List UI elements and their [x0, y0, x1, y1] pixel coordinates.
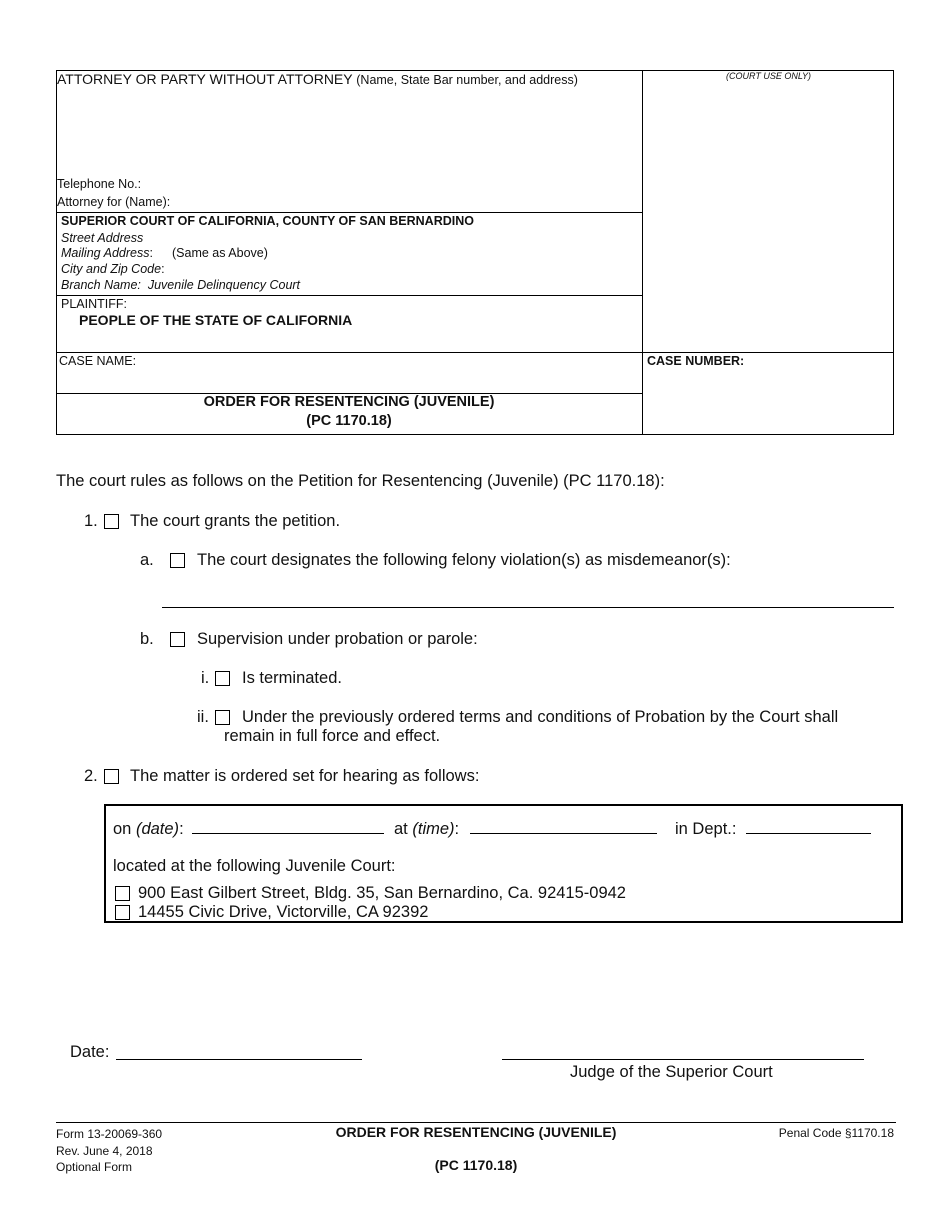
item-1bi-text: Is terminated.	[242, 669, 342, 687]
item-1bi-num: i.	[201, 669, 210, 687]
item-1b-letter: b.	[140, 630, 154, 648]
hearing-date-input-line[interactable]	[192, 833, 384, 834]
attorney-for-label: Attorney for (Name):	[57, 195, 171, 209]
footer-title-line1: ORDER FOR RESENTENCING (JUVENILE)	[335, 1124, 617, 1140]
intro-text: The court rules as follows on the Petition for Resentencing (Juvenile) (PC 1170.18):	[56, 472, 665, 490]
case-name-label: CASE NAME:	[59, 354, 137, 368]
mailing-address-value: (Same as Above)	[172, 246, 268, 260]
court-name: SUPERIOR COURT OF CALIFORNIA, COUNTY OF SAN BERNARDINO	[61, 214, 474, 228]
item-1b-text: Supervision under probation or parole:	[197, 630, 478, 648]
penal-code-ref: Penal Code §1170.18	[778, 1126, 894, 1140]
optional-form: Optional Form	[56, 1160, 133, 1174]
mailing-address-row: Mailing Address: (Same as Above)	[61, 246, 268, 260]
court-section-divider	[56, 212, 642, 213]
telephone-label: Telephone No.:	[57, 177, 142, 191]
form-revision: Rev. June 4, 2018	[56, 1143, 153, 1158]
item-2-num: 2.	[84, 767, 98, 785]
signature-date-input-line[interactable]	[116, 1059, 362, 1060]
case-number-label: CASE NUMBER:	[647, 354, 745, 368]
case-name-divider	[56, 352, 894, 353]
branch-value: Juvenile Delinquency Court	[147, 278, 301, 292]
caption-divider	[642, 70, 643, 435]
item-1bii-num: ii.	[197, 708, 209, 726]
remain-in-force-checkbox[interactable]	[215, 710, 230, 725]
located-label: located at the following Juvenile Court:	[113, 857, 396, 875]
footer-form-info	[56, 1126, 162, 1176]
attorney-note: (Name, State Bar number, and address)	[356, 73, 578, 87]
form-number: Form 13-20069-360	[56, 1127, 163, 1141]
judge-signature-line[interactable]	[502, 1059, 864, 1060]
location-victorville: 14455 Civic Drive, Victorville, CA 92392	[138, 903, 429, 921]
court-use-only-label: (COURT USE ONLY)	[725, 71, 812, 81]
item-1bii-text-line1: Under the previously ordered terms and conditions of Probation by the Court shall	[242, 708, 839, 726]
location-san-bernardino: 900 East Gilbert Street, Bldg. 35, San Bernardino, Ca. 92415-0942	[138, 884, 626, 902]
item-1-text: The court grants the petition.	[130, 512, 341, 530]
grant-petition-checkbox[interactable]	[104, 514, 119, 529]
supervision-checkbox[interactable]	[170, 632, 185, 647]
item-1: 1.	[84, 512, 98, 530]
victorville-location-checkbox[interactable]	[115, 905, 130, 920]
item-1a-text: The court designates the following felony violation(s) as misdemeanor(s):	[197, 551, 731, 569]
item-2-text: The matter is ordered set for hearing as follows:	[130, 767, 480, 785]
violations-input-line[interactable]	[162, 607, 894, 608]
judge-label: Judge of the Superior Court	[570, 1063, 773, 1081]
city-zip-row: City and Zip Code:	[61, 262, 165, 276]
branch-row	[61, 278, 300, 292]
footer-title-line2: (PC 1170.18)	[434, 1157, 518, 1173]
hearing-date-label: on (date):	[113, 820, 184, 838]
designate-misdemeanor-checkbox[interactable]	[170, 553, 185, 568]
document-title: ORDER FOR RESENTENCING (JUVENILE) (PC 1170.18)	[203, 394, 495, 429]
footer-rule	[56, 1122, 896, 1123]
hearing-time-label: at (time):	[394, 820, 460, 838]
item-1a-letter: a.	[140, 551, 154, 569]
city-zip-label: City and Zip Code	[61, 262, 162, 276]
hearing-time-input-line[interactable]	[470, 833, 657, 834]
hearing-dept-label: in Dept.:	[675, 820, 737, 838]
hearing-dept-input-line[interactable]	[746, 833, 871, 834]
plaintiff-value: PEOPLE OF THE STATE OF CALIFORNIA	[79, 312, 353, 328]
attorney-block-label: ATTORNEY OR PARTY WITHOUT ATTORNEY (Name, State Bar number, and address)	[57, 71, 578, 87]
mailing-address-label: Mailing Address	[61, 246, 150, 260]
street-address-label: Street Address	[61, 231, 144, 245]
terminated-checkbox[interactable]	[215, 671, 230, 686]
plaintiff-section-divider	[56, 295, 642, 296]
branch-label: Branch Name:	[61, 278, 141, 292]
plaintiff-label: PLAINTIFF:	[61, 297, 127, 311]
set-hearing-checkbox[interactable]	[104, 769, 119, 784]
signature-date-label: Date:	[70, 1043, 110, 1061]
san-bernardino-location-checkbox[interactable]	[115, 886, 130, 901]
item-1bii-text-line2: remain in full force and effect.	[224, 727, 441, 745]
